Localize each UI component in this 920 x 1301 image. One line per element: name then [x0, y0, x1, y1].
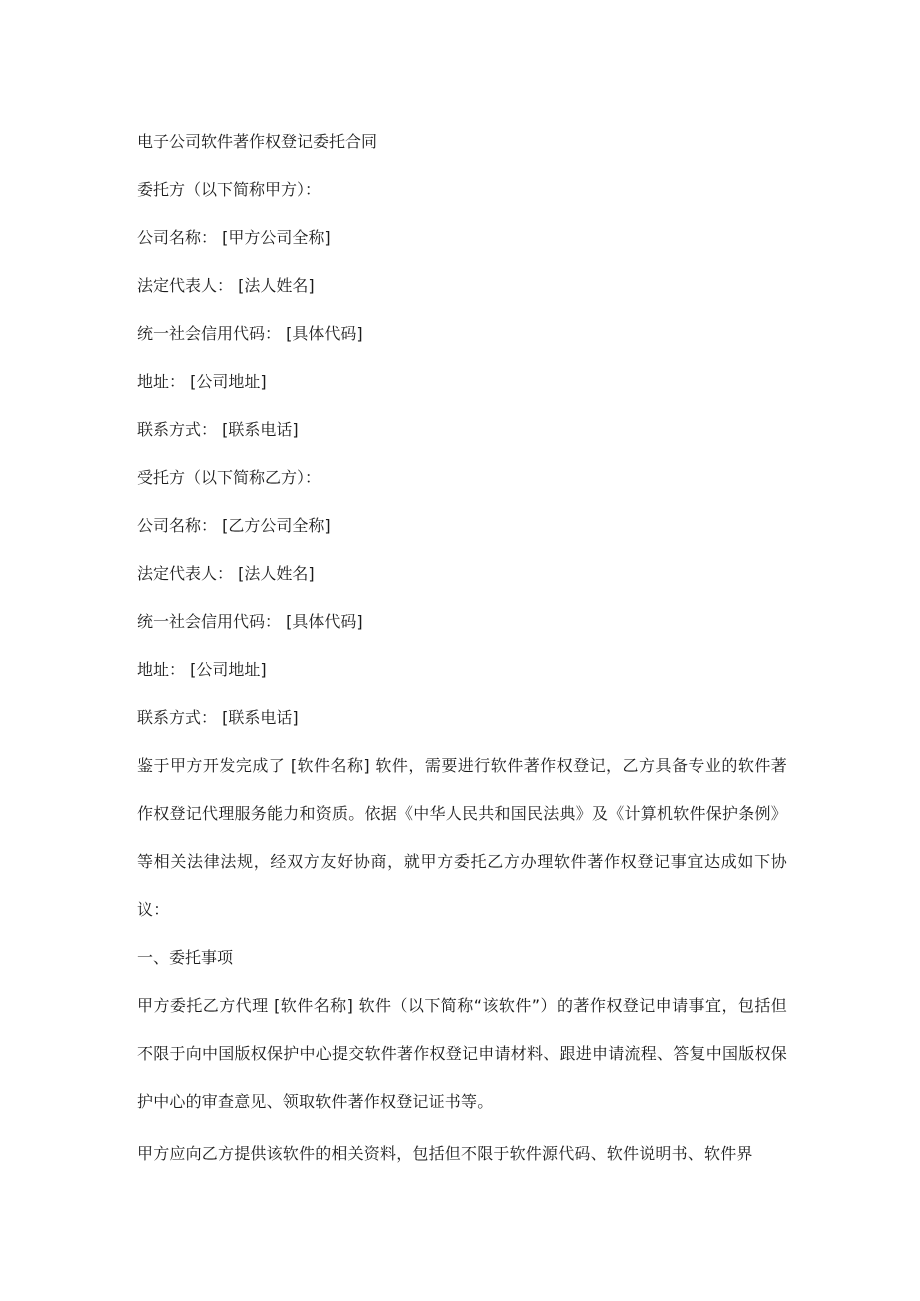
party-b-heading: 受托方（以下简称乙方）：	[137, 468, 322, 487]
party-a-address: 地址： [公司地址]	[137, 372, 267, 391]
party-a-company: 公司名称： [甲方公司全称]	[137, 228, 331, 247]
section-1-paragraph-2: 甲方应向乙方提供该软件的相关资料，包括但不限于软件源代码、软件说明书、软件界	[137, 1144, 753, 1163]
party-b-representative: 法定代表人： [法人姓名]	[137, 564, 315, 583]
party-b-address: 地址： [公司地址]	[137, 660, 267, 679]
preamble-paragraph: 鉴于甲方开发完成了 [软件名称] 软件，需要进行软件著作权登记，乙方具备专业的软件著作权登记代理服务能力和资质。依据《中华人民共和国民法典》及《计算机软件保护条例》等相关法律法规，经双方友好协商，就甲方委托乙方办理软件著作权登记事宜达成如下协议：	[137, 756, 787, 919]
party-a-representative: 法定代表人： [法人姓名]	[137, 276, 315, 295]
party-b-credit-code: 统一社会信用代码： [具体代码]	[137, 612, 363, 631]
party-b-contact: 联系方式： [联系电话]	[137, 708, 299, 727]
party-b-company: 公司名称： [乙方公司全称]	[137, 516, 331, 535]
party-a-heading: 委托方（以下简称甲方）：	[137, 180, 322, 199]
document-body	[137, 118, 787, 1178]
section-1-heading: 一、委托事项	[137, 948, 234, 967]
section-1-paragraph-1: 甲方委托乙方代理 [软件名称] 软件（以下简称“该软件”）的著作权登记申请事宜，包括但不限于向中国版权保护中心提交软件著作权登记申请材料、跟进申请流程、答复中国版权保护中心的审查意见、领取软件著作权登记证书等。	[137, 996, 787, 1111]
party-a-credit-code: 统一社会信用代码： [具体代码]	[137, 324, 363, 343]
document-title: 电子公司软件著作权登记委托合同	[137, 132, 378, 151]
party-a-contact: 联系方式： [联系电话]	[137, 420, 299, 439]
